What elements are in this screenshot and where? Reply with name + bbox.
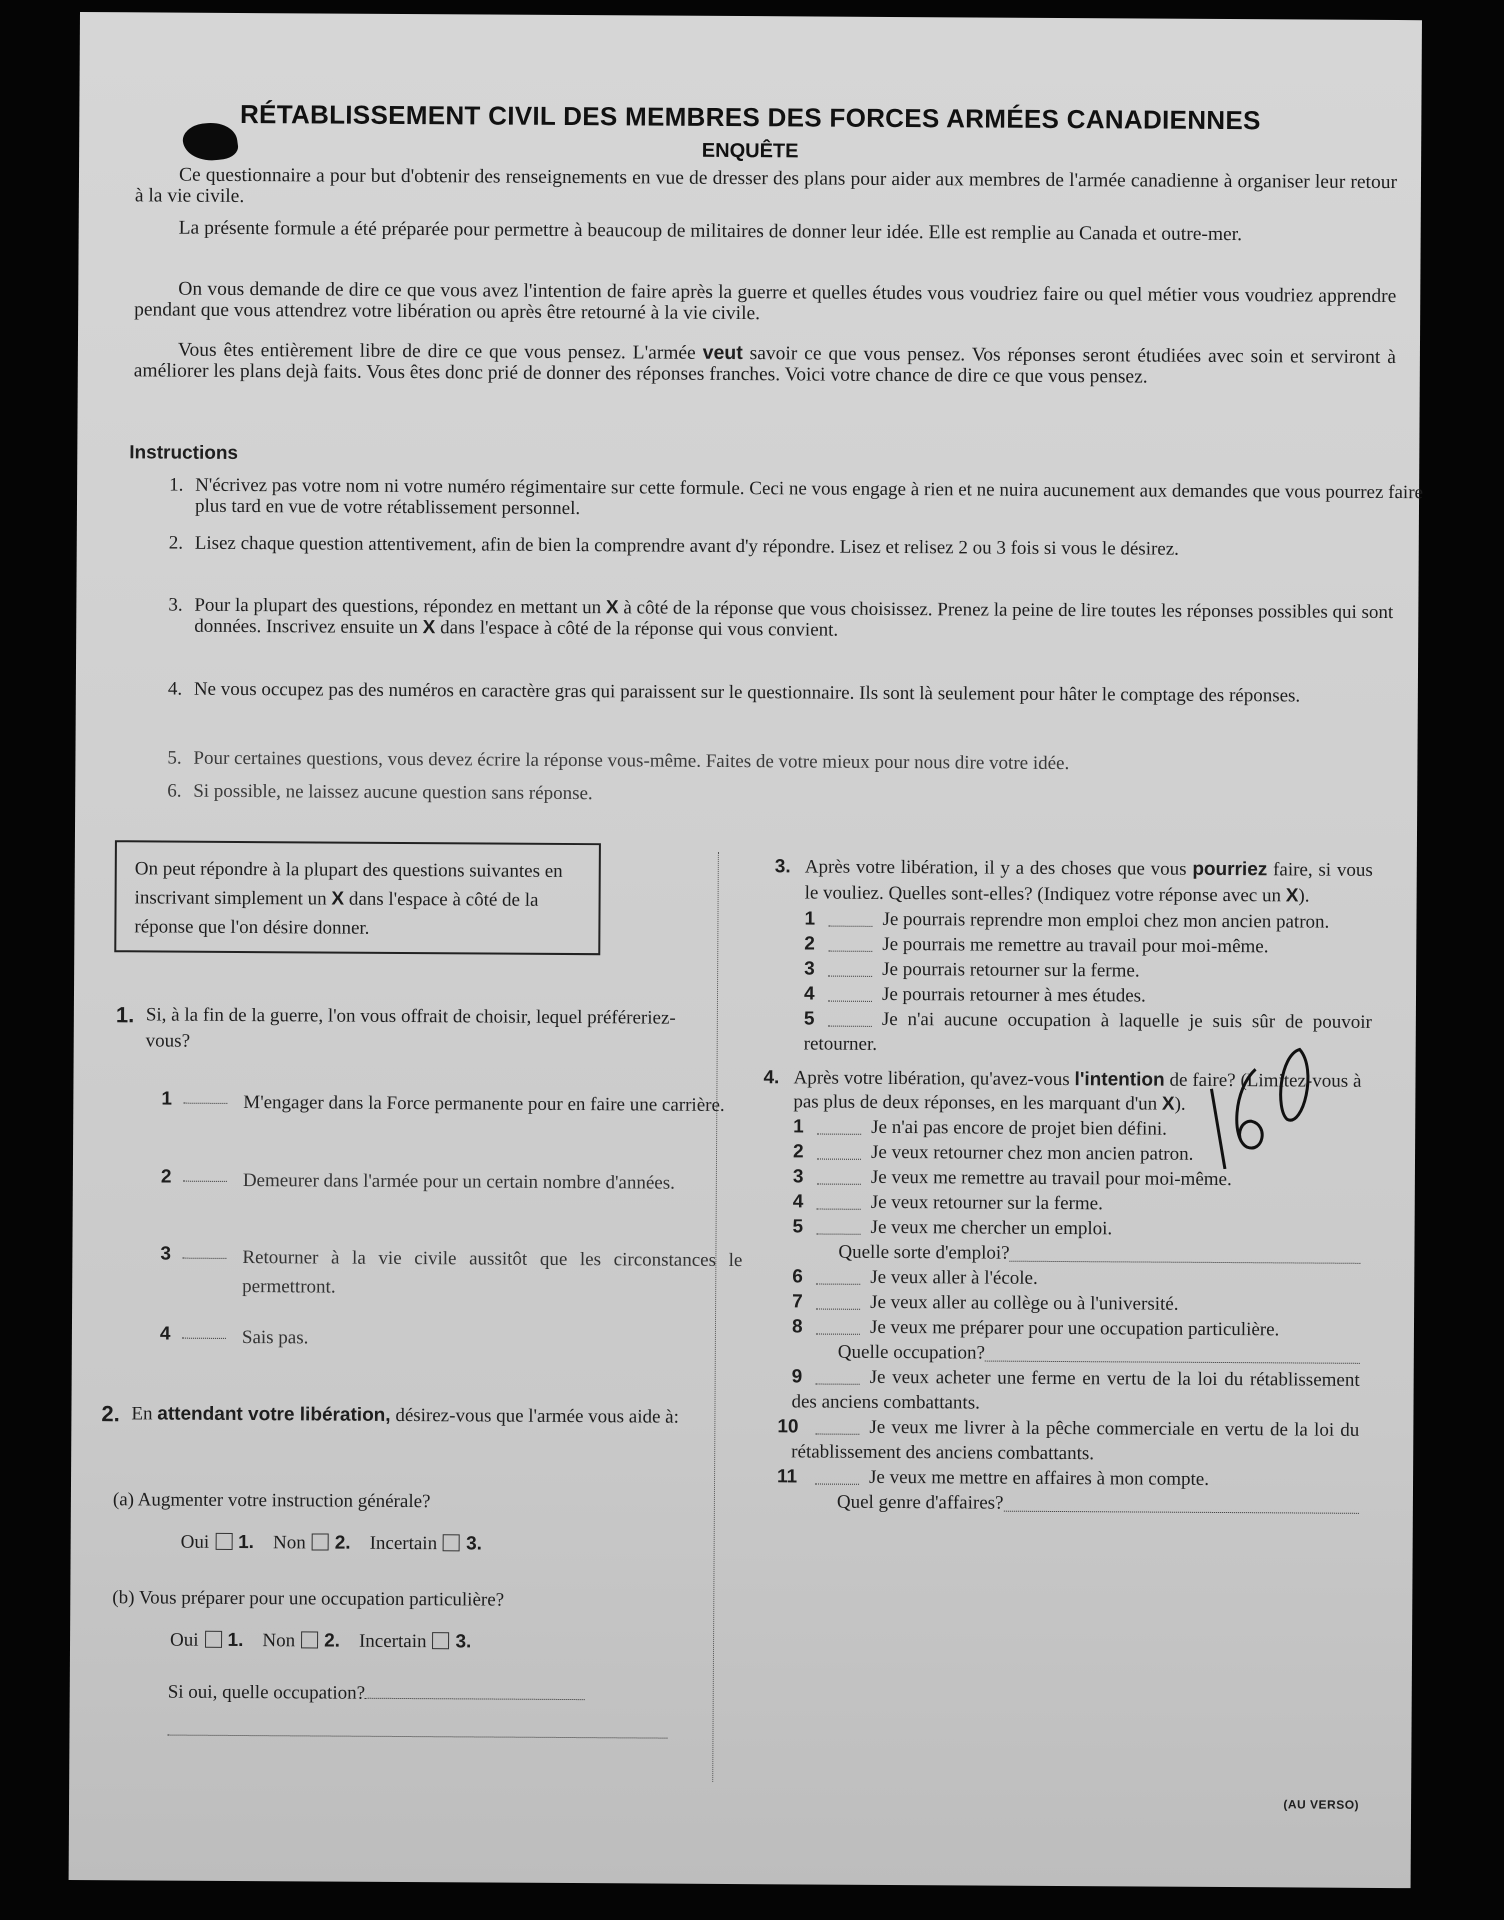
option-text: Je veux me livrer à la pêche commerciale en vertu de la loi du rétablissement des anciens combattants.: [791, 1416, 1360, 1465]
question-number: 2.: [101, 1401, 120, 1427]
choice-label: Incertain: [358, 1630, 427, 1653]
option-text: Je veux me remettre au travail pour moi-même.: [870, 1166, 1232, 1191]
turn-over-note: (AU VERSO): [1283, 1797, 1360, 1812]
follow-up-field[interactable]: [1003, 1491, 1359, 1514]
option-text: Demeurer dans l'armée pour un certain nombre d'années.: [242, 1170, 675, 1194]
choice-label: Non: [262, 1630, 296, 1652]
q4-option-9[interactable]: [791, 1364, 1359, 1417]
answer-line[interactable]: [816, 1309, 860, 1310]
bold-text: pourriez: [1192, 858, 1268, 881]
checkbox-incertain[interactable]: [432, 1632, 449, 1649]
follow-up-label: Quel genre d'affaires?: [836, 1491, 1004, 1514]
choice-number: 1.: [227, 1629, 244, 1652]
item-number: 6.: [167, 780, 182, 802]
option-text: Je veux aller au collège ou à l'université.: [870, 1291, 1179, 1315]
item-number: 5.: [167, 747, 182, 769]
bold-text: attendant votre libération,: [157, 1403, 391, 1426]
question-3: [775, 854, 1373, 910]
checkbox-oui[interactable]: [215, 1533, 232, 1550]
option-number: 8: [791, 1316, 803, 1338]
text: savoir ce que vous pensez. Vos réponses seront étudiées avec soin et serviront à améliorer les plans dejà faits. Vous êtes donc prié de donner des réponses franches. Voici votre chance de dire ce que vous pensez.: [133, 343, 1396, 388]
choice-label: Oui: [180, 1531, 210, 1553]
question-text: désirez-vous que l'armée vous aide à:: [390, 1404, 679, 1428]
option-text: Je veux me chercher un emploi.: [870, 1216, 1113, 1240]
option-number: 1: [804, 908, 816, 930]
page-title: RÉTABLISSEMENT CIVIL DES MEMBRES DES FORCES ARMÉES CANADIENNES: [239, 98, 1261, 136]
text: dans l'espace à côté de la réponse que l'on désire donner.: [134, 888, 539, 939]
intro-paragraph-2: La présente formule a été préparée pour permettre à beaucoup de militaires de donner leur idée. Elle est remplie au Canada et outre-mer.: [178, 217, 1243, 246]
follow-up-question: [791, 1489, 1359, 1517]
intro-paragraph-1: Ce questionnaire a pour but d'obtenir des renseignements en vue de dresser des plans pour aider aux membres de l'armée canadienne à organiser leur retour à la vie civile.: [134, 164, 1398, 208]
option-text: Je veux acheter une ferme en vertu de la loi du rétablissement des anciens combattants.: [791, 1366, 1360, 1414]
option-number: 4: [792, 1191, 804, 1213]
answer-line[interactable]: [182, 1258, 226, 1259]
choice-label: Non: [272, 1532, 306, 1554]
option-text: Je pourrais me remettre au travail pour moi-même.: [882, 933, 1269, 958]
option-text: Je n'ai aucune occupation à laquelle je suis sûr de pouvoir retourner.: [803, 1008, 1372, 1055]
answer-line[interactable]: [828, 976, 872, 977]
item-number: 1.: [169, 474, 184, 496]
text: On peut répondre à la plupart des questions suivantes en inscrivant simplement un: [134, 858, 563, 910]
option-text: Je pourrais retourner à mes études.: [881, 983, 1146, 1007]
option-number: 2: [792, 1141, 804, 1163]
q1-option-1[interactable]: [161, 1088, 725, 1116]
intro-paragraph-3: On vous demande de dire ce que vous avez l'intention de faire après la guerre et quelles études vous voudriez faire ou quel métier vous voudriez apprendre pendant que vous attendrez votre libération ou après être retourné à la vie civile.: [134, 278, 1397, 325]
question-text: En: [131, 1403, 158, 1425]
option-number: 2: [160, 1166, 172, 1188]
question-text: faire, si vous le vouliez. Quelles sont-elles? (Indiquez votre réponse avec un: [804, 859, 1373, 907]
question-1: [116, 1002, 710, 1058]
option-number: 7: [792, 1291, 803, 1313]
q3-option-1[interactable]: [804, 906, 1372, 934]
option-text: Je veux me mettre en affaires à mon compte.: [868, 1466, 1210, 1490]
answer-line[interactable]: [815, 1434, 859, 1435]
answer-line[interactable]: [828, 1026, 872, 1027]
option-number: 4: [159, 1323, 171, 1345]
answer-line[interactable]: [828, 951, 872, 952]
checkbox-oui[interactable]: [205, 1631, 222, 1648]
option-number: 2: [804, 933, 815, 955]
choice-number: 3.: [466, 1533, 483, 1555]
follow-up-question: [792, 1339, 1360, 1367]
option-text: Retourner à la vie civile aussitôt que les circonstances le permettront.: [242, 1247, 743, 1298]
bold-text: veut: [702, 341, 743, 365]
q2-part-b: (b) Vous préparer pour une occupation particulière?: [112, 1587, 505, 1611]
option-number: 5: [803, 1008, 815, 1030]
instructions-heading: Instructions: [129, 442, 239, 464]
option-number: 3: [792, 1166, 804, 1188]
follow-up-question: [792, 1239, 1360, 1267]
option-number: 6: [792, 1266, 803, 1288]
checkbox-incertain[interactable]: [443, 1534, 460, 1551]
option-text: Sais pas.: [241, 1327, 309, 1349]
option-number: 11: [777, 1466, 798, 1488]
choice-number: 3.: [455, 1631, 472, 1653]
answer-line[interactable]: [828, 1001, 872, 1002]
choice-number: 1.: [238, 1531, 255, 1554]
option-text: M'engager dans la Force permanente pour en faire une carrière.: [243, 1092, 725, 1116]
right-column: [763, 854, 1373, 1518]
option-number: 5: [792, 1216, 804, 1238]
q2-follow-up: [168, 1681, 668, 1708]
option-text: Je veux aller à l'école.: [870, 1266, 1038, 1289]
x-mark: X: [331, 888, 345, 910]
option-number: 10: [777, 1416, 799, 1438]
choice-number: 2.: [334, 1532, 351, 1554]
answer-line[interactable]: [817, 1209, 861, 1210]
choice-number: 2.: [324, 1630, 341, 1652]
option-number: 9: [791, 1366, 803, 1388]
answer-line[interactable]: [817, 1184, 861, 1185]
answer-line[interactable]: [182, 1338, 226, 1339]
q1-option-4[interactable]: [159, 1323, 708, 1349]
answer-line[interactable]: [817, 1134, 861, 1135]
x-mark: X: [1161, 1093, 1175, 1115]
question-number: 3.: [774, 856, 791, 878]
x-mark: X: [1285, 885, 1299, 907]
answer-line[interactable]: [816, 1384, 860, 1385]
question-text: Après votre libération, qu'avez-vous: [793, 1067, 1075, 1091]
answer-line[interactable]: [183, 1181, 227, 1182]
x-mark: X: [422, 617, 436, 639]
q4-option-10[interactable]: [777, 1414, 1360, 1467]
item-text: N'écrivez pas votre nom ni votre numéro régimentaire sur cette formule. Ceci ne vous engage à rien et ne nuira aucunement aux demandes que vous pourrez faire plus tard en vue de votre rétablissement personnel.: [194, 474, 1424, 520]
handwritten-stroke: [1237, 1069, 1263, 1148]
option-number: 3: [160, 1243, 172, 1265]
q1-option-3[interactable]: [160, 1243, 743, 1298]
q2-part-a: (a) Augmenter votre instruction générale?: [112, 1489, 431, 1513]
answer-line[interactable]: [817, 1234, 861, 1235]
q4-option-4[interactable]: [793, 1189, 1361, 1217]
question-text: ).: [1174, 1093, 1186, 1115]
page-subtitle: ENQUÊTE: [701, 139, 799, 163]
handwritten-stroke: [1211, 1089, 1225, 1169]
occupation-field[interactable]: [365, 1698, 585, 1700]
checkbox-non[interactable]: [301, 1631, 318, 1648]
question-number: 4.: [763, 1067, 780, 1089]
option-text: Je veux retourner chez mon ancien patron.: [870, 1141, 1194, 1165]
answer-line[interactable]: [815, 1484, 859, 1485]
q4-option-7[interactable]: [792, 1289, 1360, 1317]
q3-option-4[interactable]: [804, 981, 1372, 1009]
question-text: ).: [1298, 885, 1310, 907]
handwritten-stroke: [1281, 1049, 1309, 1120]
x-mark: X: [605, 597, 619, 619]
option-text: Je pourrais retourner sur la ferme.: [882, 958, 1140, 982]
option-number: 3: [804, 958, 815, 980]
answer-line[interactable]: [816, 1334, 860, 1335]
follow-up-label: Si oui, quelle occupation?: [167, 1681, 366, 1704]
item-number: 2.: [168, 532, 184, 554]
checkbox-non[interactable]: [312, 1533, 329, 1550]
occupation-field-line-2[interactable]: [167, 1735, 667, 1739]
follow-up-field[interactable]: [985, 1341, 1360, 1364]
question-text: Après votre libération, il y a des choses que vous: [804, 856, 1193, 880]
item-number: 3.: [168, 594, 183, 616]
q3-option-2[interactable]: [804, 931, 1372, 959]
item-text: Si possible, ne laissez aucune question sans réponse.: [193, 780, 593, 805]
option-text: Je veux me préparer pour une occupation particulière.: [869, 1316, 1280, 1341]
option-number: 1: [161, 1088, 173, 1110]
bold-text: l'intention: [1074, 1069, 1165, 1091]
question-text: Si, à la fin de la guerre, l'on vous offrait de choisir, lequel préféreriez-vous?: [145, 1004, 676, 1052]
question-number: 1.: [115, 1002, 135, 1028]
follow-up-label: Quelle sorte d'emploi?: [838, 1241, 1010, 1264]
text: Vous êtes entièrement libre de dire ce que vous pensez. L'armée: [177, 339, 703, 364]
handwritten-mark: [1203, 1029, 1334, 1170]
questionnaire-page: [69, 12, 1422, 1888]
follow-up-field[interactable]: [1010, 1241, 1361, 1264]
item-text: Pour certaines questions, vous devez écrire la réponse vous-même. Faites de votre mieux pour nous dire votre idée.: [193, 747, 1070, 775]
item-text: Pour la plupart des questions, répondez en mettant un: [194, 594, 607, 619]
q1-option-2[interactable]: [160, 1166, 709, 1194]
answer-line[interactable]: [828, 926, 872, 927]
option-text: Je pourrais reprendre mon emploi chez mon ancien patron.: [882, 908, 1330, 933]
question-2: [101, 1402, 707, 1430]
item-text: Lisez chaque question attentivement, afin de bien la comprendre avant d'y répondre. Lisez et relisez 2 ou 3 fois si vous le désirez.: [194, 532, 1180, 560]
answer-line[interactable]: [183, 1103, 227, 1104]
item-text: Ne vous occupez pas des numéros en caractère gras qui paraissent sur le questionnaire. Ils sont là seulement pour hâter le comptage des réponses.: [193, 678, 1301, 707]
choice-label: Oui: [169, 1629, 199, 1651]
column-divider: [712, 852, 719, 1782]
option-text: Je veux retourner sur la ferme.: [870, 1191, 1103, 1215]
q4-options: [761, 1114, 1361, 1518]
option-number: 1: [793, 1116, 804, 1138]
question-text: de faire? (Limitez-vous à pas plus de deux réponses, en les marquant d'un: [793, 1069, 1362, 1115]
item-text: dans l'espace à côté de la réponse qui vous convient.: [435, 617, 839, 641]
q4-option-6[interactable]: [792, 1264, 1360, 1292]
answer-line[interactable]: [817, 1159, 861, 1160]
choice-label: Incertain: [369, 1532, 438, 1555]
answer-line[interactable]: [816, 1284, 860, 1285]
q2a-choices: [181, 1531, 482, 1557]
q4-option-5[interactable]: [793, 1214, 1361, 1242]
q4-option-8[interactable]: [792, 1314, 1360, 1342]
option-number: 4: [803, 983, 815, 1005]
q4-option-11[interactable]: [777, 1464, 1359, 1492]
option-text: Je n'ai pas encore de projet bien défini.: [871, 1116, 1167, 1140]
item-text: à côté de la réponse que vous choisissez. Prenez la peine de lire toutes les réponses possibles qui sont données. Inscrivez ensuite un: [194, 597, 1394, 639]
q2b-choices: [170, 1629, 471, 1655]
follow-up-label: Quelle occupation?: [837, 1341, 986, 1364]
q3-option-3[interactable]: [804, 956, 1372, 984]
item-number: 4.: [167, 678, 183, 700]
